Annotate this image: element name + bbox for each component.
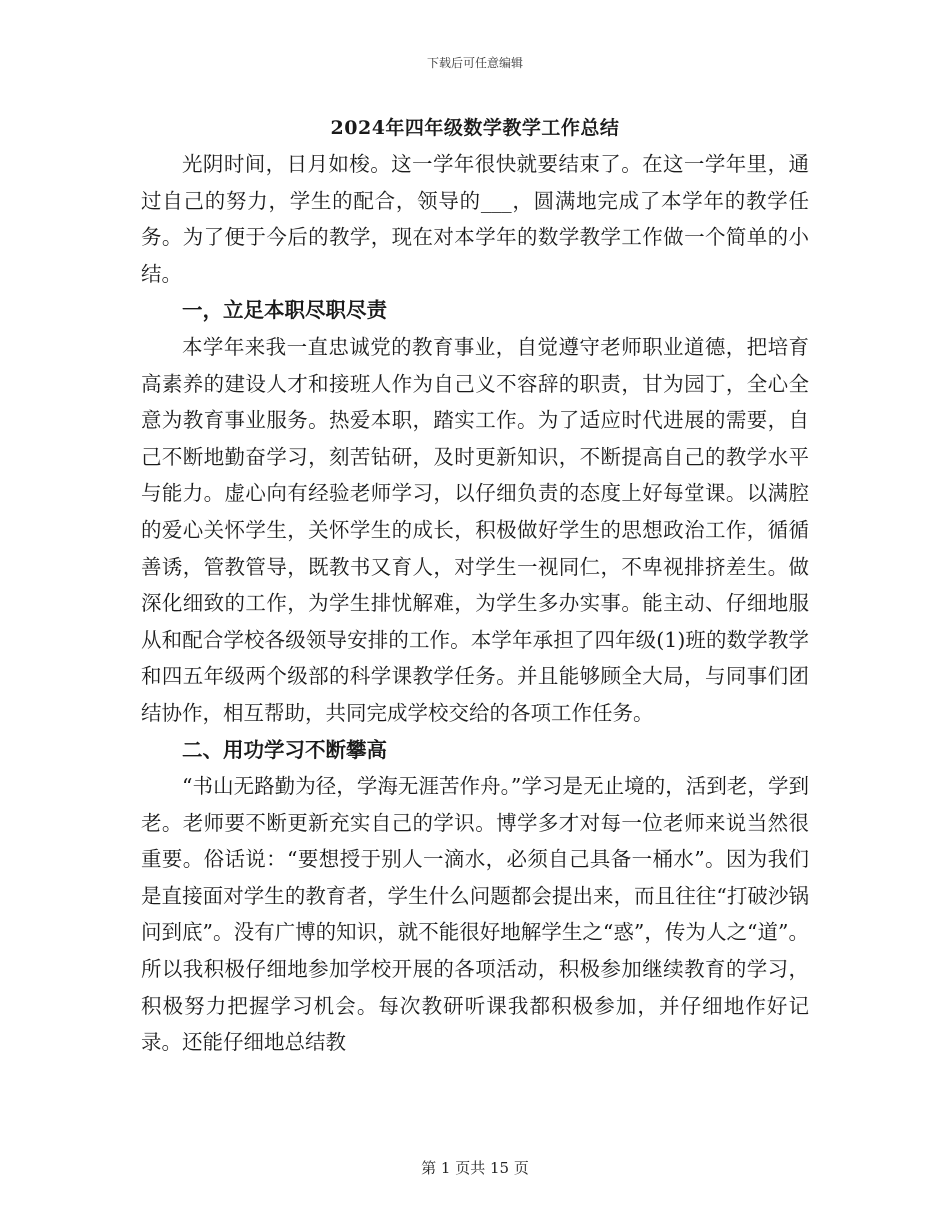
intro-paragraph: 光阴时间，日月如梭。这一学年很快就要结束了。在这一学年里，通过自己的努力，学生的配合，领导的___，圆满地完成了本学年的教学任务。为了便于今后的教学，现在对本学年的数学教学工作做一个简单的小结。	[141, 152, 809, 286]
section-1-paragraph: 本学年来我一直忠诚党的教育事业，自觉遵守老师职业道德，把培育高素养的建设人才和接班人作为自己义不容辞的职责，甘为园丁，全心全意为教育事业服务。热爱本职，踏实工作。为了适应时代进展的需要，自己不断地勤奋学习，刻苦钻研，及时更新知识，不断提高自己的教学水平与能力。虚心向有经验老师学习，以仔细负责的态度上好每堂课。以满腔的爱心关怀学生，关怀学生的成长，积极做好学生的思想政治工作，循循善诱，管教管导，既教书又育人，对学生一视同仁，不卑视排挤差生。做深化细致的工作，为学生排忧解难，为学生多办实事。能主动、仔细地服从和配合学校各级领导安排的工作。本学年承担了四年级(1)班的数学教学和四五年级两个级部的科学课教学任务。并且能够顾全大局，与同事们团结协作，相互帮助，共同完成学校交给的各项工作任务。	[141, 334, 809, 725]
header-note: 下载后可任意编辑	[426, 56, 523, 70]
section-2-paragraph: “书山无路勤为径，学海无涯苦作舟。”学习是无止境的，活到老，学到老。老师要不断更新充实自己的学识。博学多才对每一位老师来说当然很重要。俗话说：“要想授于别人一滴水，必须自己具备一桶水”。因为我们是直接面对学生的教育者，学生什么问题都会提出来，而且往往“打破沙锅问到底”。没有广博的知识，就不能很好地解学生之“惑”，传为人之“道”。所以我积极仔细地参加学校开展的各项活动，积极参加继续教育的学习，积极努力把握学习机会。每次教研听课我都积极参加，并仔细地作好记录。还能仔细地总结教	[141, 774, 809, 1055]
document-body	[141, 146, 809, 1061]
page-number: 第 1 页共 15 页	[421, 1159, 529, 1177]
document-title: 2024年四年级数学教学工作总结	[330, 117, 620, 139]
section-heading-1: 一，立足本职尽职尽责	[182, 298, 387, 323]
section-heading-2: 二、用功学习不断攀高	[182, 737, 387, 762]
